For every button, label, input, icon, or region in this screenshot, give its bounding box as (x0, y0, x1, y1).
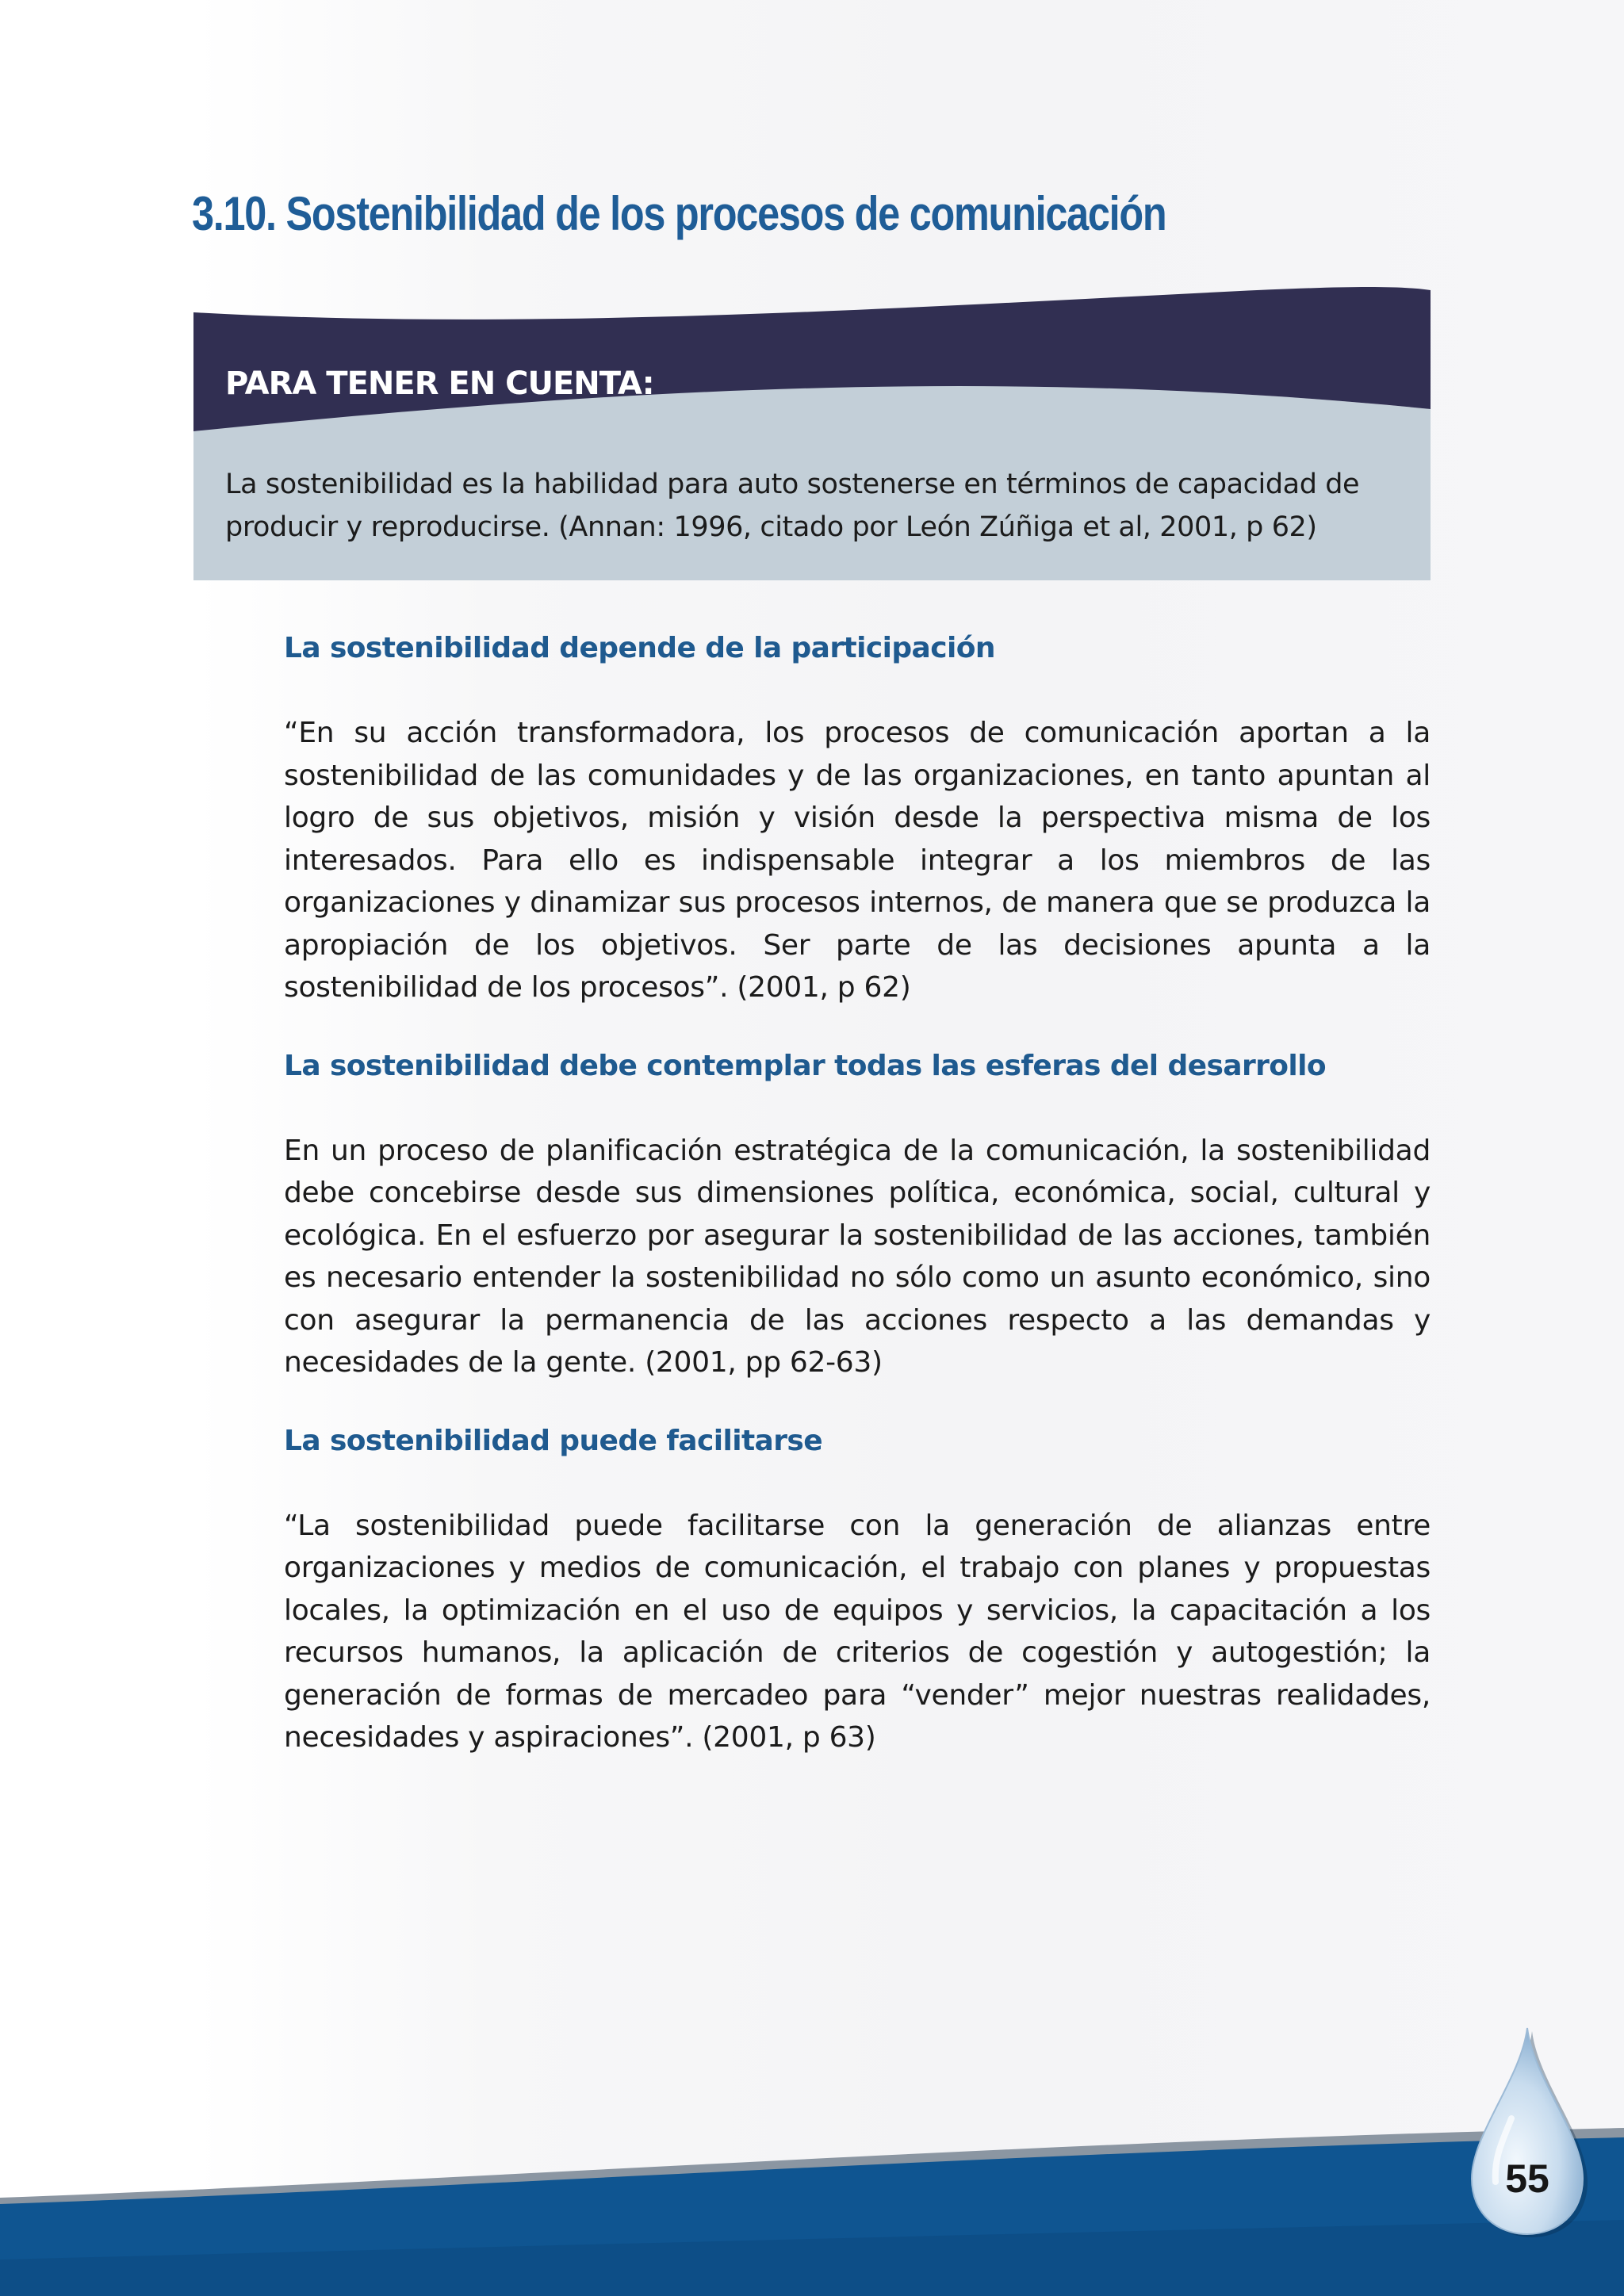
page-badge (1464, 2023, 1591, 2237)
footer-wave (0, 2061, 1624, 2296)
paragraph-participation: “En su acción transformadora, los procesos de comunicación aportan a la sostenibilidad de las comunidades y de las organizaciones, en tanto apuntan al logro de sus objetivos, misión y visión desde la perspectiva misma de los interesados. Para ello es indispensable integrar a los miembros de las organizaciones y dinamizar sus procesos internos, de manera que se produzca la apropiación de los objetivos. Ser parte de las decisiones apunta a la sostenibilidad de los procesos”. (2001, p 62) (284, 717, 1431, 1004)
water-drop-icon (1464, 2023, 1591, 2237)
note-text: La sostenibilidad es la habilidad para auto sostenerse en términos de capacidad de producir y reproducirse. (Annan: 1996, citado por León Zúñiga et al, 2001, p 62) (225, 469, 1360, 543)
note-box (193, 276, 1431, 580)
content (284, 626, 1431, 1794)
paragraph-development-spheres: En un proceso de planificación estratégica de la comunicación, la sostenibilidad debe concebirse desde sus dimensiones política, económica, social, cultural y ecológica. En el esfuerzo por asegurar la sostenibilidad de las acciones, también es necesario entender la sostenibilidad no sólo como un asunto económico, sino con asegurar la permanencia de las acciones respecto a las demandas y necesidades de la gente. (2001, pp 62-63) (284, 1134, 1431, 1379)
subheading-participation: La sostenibilidad depende de la participación (284, 632, 995, 664)
page-number: 55 (1505, 2156, 1549, 2201)
note-heading: PARA TENER EN CUENTA: (225, 365, 654, 402)
subheading-development-spheres: La sostenibilidad debe contemplar todas las esferas del desarrollo (284, 1049, 1327, 1082)
subheading-facilitation: La sostenibilidad puede facilitarse (284, 1424, 823, 1457)
section-title: 3.10. Sostenibilidad de los procesos de comunicación (192, 187, 1166, 240)
paragraph-facilitation: “La sostenibilidad puede facilitarse con la generación de alianzas entre organizaciones y medios de comunicación, el trabajo con planes y propuestas locales, la optimización en el uso de equipos y servicios, la capacitación a los recursos humanos, la aplicación de criterios de cogestión y autogestión; la generación de formas de mercadeo para “vender” mejor nuestras realidades, necesidades y aspiraciones”. (2001, p 63) (284, 1509, 1431, 1754)
